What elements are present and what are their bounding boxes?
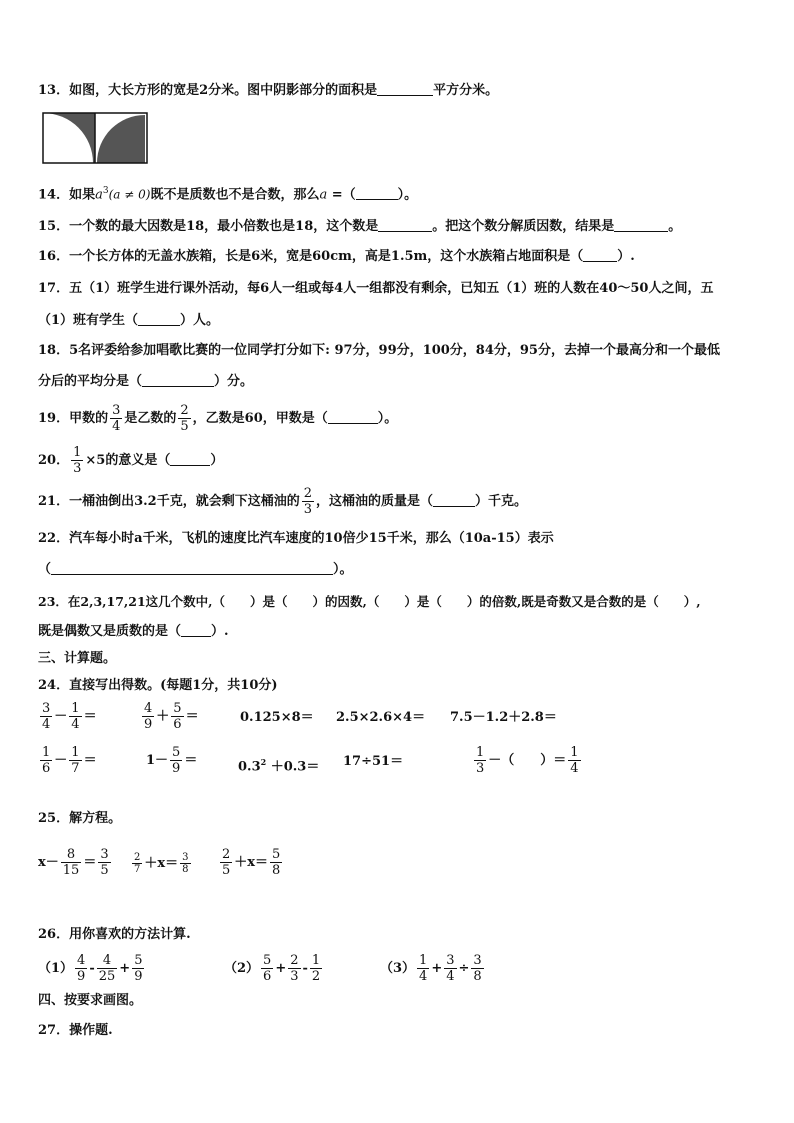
question-16: 16．一个长方体的无盖水族箱，长是6米，宽是60cm，高是1.5m，这个水族箱占地面积是（ ）. [38,249,635,264]
fraction: $\frac{1}{3}$ [73,445,82,476]
question-25-title: 25．解方程。 [38,811,122,826]
question-13: 13．如图，大长方形的宽是2分米。图中阴影部分的面积是 平方分米。 [38,83,499,98]
calc-item: 17÷51＝ [343,754,404,769]
calc-item: $0.3^2 +0.3=$ [238,757,320,775]
calc-item: 7.5－1.2＋2.8＝ [450,710,557,725]
calc-problem-1: （1） $\frac{4}{9}$ - $\frac{4}{25}$ + $\frac{5}{9}$ [38,953,143,984]
answer-blank [142,386,214,387]
answer-blank [433,506,475,507]
question-27: 27．操作题. [38,1023,113,1038]
calc-item: $\frac{1}{3}$ －（ ）＝ $\frac{1}{4}$ [476,745,579,776]
question-23-line-2: 既是偶数又是质数的是（ ）. [38,624,229,639]
question-22-line-2: （ ）。 [38,562,353,577]
answer-blank [51,574,333,575]
calc-item: 2.5×2.6×4＝ [336,710,426,725]
equation: $\frac{2}{5}$ ＋x＝ $\frac{5}{8}$ [222,847,281,878]
calc-item: $\frac{3}{4}$ － $\frac{1}{4}$ ＝ [42,701,97,732]
answer-blank [583,261,617,262]
calc-item: $\frac{1}{6}$ － $\frac{1}{7}$ ＝ [42,745,97,776]
question-24-title: 24．直接写出得数。(每题1分，共10分) [38,678,278,693]
question-20: 20． $\frac{1}{3}$ ×5的意义是（ ） [38,445,224,476]
section-3-heading: 三、计算题。 [38,651,117,666]
equation: $\frac{2}{7}$ ＋x＝ $\frac{3}{8}$ [134,852,189,875]
calc-item: 1－ $\frac{5}{9}$ ＝ [146,745,198,776]
answer-blank [328,423,378,424]
question-17-line-1: 17．五（1）班学生进行课外活动，每6人一组或每4人一组都没有剩余，已知五（1）班的人数在40～50人之间，五 [38,281,714,296]
question-17-line-2: （1）班有学生（ ）人。 [38,313,220,328]
answer-blank [170,465,210,466]
question-18-line-2: 分后的平均分是（ ）分。 [38,374,254,389]
question-15: 15．一个数的最大因数是18，最小倍数也是18，这个数是 。把这个数分解质因数，结果是 。 [38,219,682,234]
question-23-line-1: 23．在2,3,17,21这几个数中,（ ）是（ ）的因数,（ ）是（ ）的倍数,既是奇数又是合数的是（ ）, [38,594,701,609]
section-4-heading: 四、按要求画图。 [38,993,143,1008]
question-21: 21．一桶油倒出3.2千克，就会剩下这桶油的 $\frac{2}{3}$ ，这桶油的质量是（ ）千克。 [38,486,528,517]
answer-blank [181,636,211,637]
answer-blank [138,325,180,326]
calc-item: 0.125×8＝ [240,710,314,725]
calc-item: $\frac{4}{9}$ ＋ $\frac{5}{6}$ ＝ [144,701,199,732]
answer-blank [356,199,398,200]
question-22-line-1: 22．汽车每小时a千米，飞机的速度比汽车速度的10倍少15千米，那么（10a-15）表示 [38,531,554,546]
answer-blank [378,231,432,232]
question-26-title: 26．用你喜欢的方法计算. [38,927,191,942]
calc-problem-2: （2） $\frac{5}{6}$ + $\frac{2}{3}$ - $\frac{1}{2}$ [224,953,321,984]
question-14: 14．如果$a^3(a \ne 0)$既不是质数也不是合数，那么a =（ ）。 [38,186,418,203]
question-19: 19．甲数的 $\frac{3}{4}$ 是乙数的 $\frac{2}{5}$ ，乙数是60，甲数是（ ）。 [38,403,398,434]
question-18-line-1: 18．5名评委给参加唱歌比赛的一位同学打分如下: 97分，99分，100分，84分，95分，去掉一个最高分和一个最低 [38,343,720,358]
equation: x－ $\frac{8}{15}$ ＝ $\frac{3}{5}$ [38,847,109,878]
calc-problem-3: （3） $\frac{1}{4}$ + $\frac{3}{4}$ ÷ $\frac{3}{8}$ [380,953,482,984]
fraction: $\frac{3}{4}$ [112,403,121,434]
answer-blank [614,231,668,232]
answer-blank [377,95,433,96]
fraction: $\frac{2}{3}$ [303,486,312,517]
fraction: $\frac{2}{5}$ [180,403,189,434]
rectangle-shaded-figure [42,112,148,164]
